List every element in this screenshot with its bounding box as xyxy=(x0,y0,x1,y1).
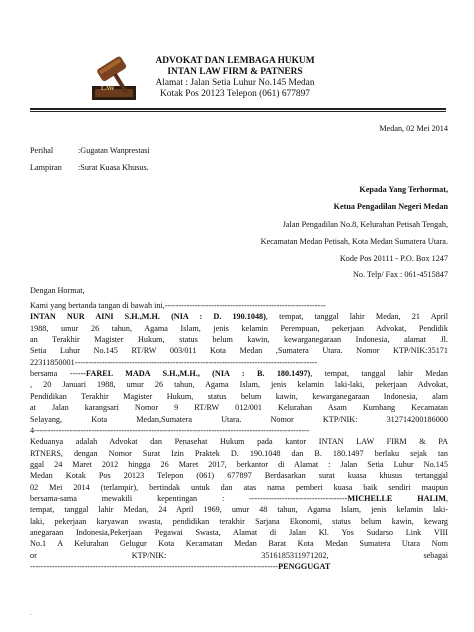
body-line xyxy=(30,528,448,538)
body-line xyxy=(30,505,448,515)
body-line xyxy=(30,346,448,356)
body-text: 4----------------------------------------------------------------------------------------------------- xyxy=(30,425,310,435)
body-text: 1988, umur 26 tahun, Agama Islam, jenis kelamin Perempuan, pekerjaan Advokat, Pendidik xyxy=(30,323,448,333)
body-line xyxy=(30,312,448,322)
body-line xyxy=(30,449,448,459)
body-text: 02 Mei 2014 (terlampir), bertindak untuk dan atas nama pemberi kuasa baik sendiri maupun xyxy=(30,482,448,492)
page-dot: . xyxy=(30,611,32,617)
body-text: Medan Kotak Pos 20123 Telepon (061) 677897 Berdasarkan surat kuasa khusus tertanggal xyxy=(30,471,448,481)
firm-address-line1: Alamat : Jalan Setia Luhur No.145 Medan xyxy=(155,78,315,88)
body-text: 22311850001----------------------------------------------------------------------------------------- xyxy=(30,357,318,367)
letter-date: Medan, 02 Mei 2014 xyxy=(379,124,448,133)
lampiran-value: :Surat Kuasa Khusus. xyxy=(78,163,149,172)
body-text: Setia Luhur No.145 RT/RW 003/011 Kota Medan ,Sumatera Utara. Nomor KTP/NIK:35171 xyxy=(30,346,448,356)
body-line xyxy=(30,517,448,527)
body-line xyxy=(30,426,448,436)
body-line xyxy=(30,460,448,470)
body-text: ------------------------------------------------------------------------------------------- xyxy=(30,562,279,572)
body-text: Keduanya adalah Advokat dan Penasehat Hukum pada kantor INTAN LAW FIRM & PA xyxy=(30,437,448,447)
firm-name-line1: ADVOKAT DAN LEMBAGA HUKUM xyxy=(155,56,315,66)
addressee-addr2: Kecamatan Medan Petisah, Kota Medan Sumatera Utara. xyxy=(260,237,448,246)
greeting: Dengan Hormat, xyxy=(30,286,85,295)
body-text: anegaraan Indonesia,Pekerjaan Pegawai Swasta, Alamat di Jalan Kl. Yos Sudarso Link VIII xyxy=(30,528,448,537)
body-bold-text: INTAN NUR AINI S.H.,M.H. (NIA : D. 190.1048) xyxy=(30,312,266,322)
body-text: , xyxy=(445,493,448,503)
letterhead-rule xyxy=(30,108,446,110)
addressee-addr3: Kode Pos 20111 - P.O. Box 1247 xyxy=(339,254,448,263)
body-text: bersama-sama mewakili kepentingan : ------------------------------------ xyxy=(30,493,348,503)
body-text: Pendidikan Terakhir Magister Hukum, status belum kawin, kewarganegaraan Indonesia, alam xyxy=(30,391,448,401)
body-text: ggal 24 Maret 2012 hingga 26 Maret 2017, berkantor di Alamat : Jalan Setia Luhur No.145 xyxy=(30,459,448,469)
perihal-label: Perihal xyxy=(30,146,54,155)
body-bold-text: MICHELLE HALIM xyxy=(347,493,446,503)
body-text: at Jalan karangsari Nomor 9 RT/RW 012/001 Kelurahan Asam Kumbang Kecamatan xyxy=(30,403,448,413)
body-text: , tempat, tanggal lahir Medan xyxy=(310,369,449,379)
body-line xyxy=(30,437,448,447)
body-text: an Terakhir Magister Hukum, status belum kawin, kewarganegaraan Indonesia, alamat Jl. xyxy=(30,335,448,345)
body-line xyxy=(30,483,448,493)
logo-label: LAW xyxy=(101,86,115,92)
body-line xyxy=(30,380,448,390)
body-line xyxy=(30,301,326,311)
body-text: RTNERS, dengan Nomor Surat Izin Praktek D. 190.1048 dan B. 180.1497 berlaku sejak tan xyxy=(30,448,448,458)
gavel-law-logo xyxy=(86,46,150,110)
addressee-addr1: Jalan Pengadilan No.8, Kelurahan Petisah Tengah, xyxy=(282,220,448,229)
body-text: or KTP/NIK: 3516185311971202, sebagai xyxy=(30,550,448,560)
body-bold-text: PENGGUGAT xyxy=(278,562,331,572)
body-text: , 20 Januari 1988, umur 26 tahun, Agama Islam, jenis kelamin laki-laki, pekerjaan Advokat, xyxy=(30,380,448,390)
perihal-value: :Gugatan Wanprestasi xyxy=(78,146,150,155)
body-line xyxy=(30,562,448,572)
body-line xyxy=(30,324,448,334)
firm-name-line2: INTAN LAW FIRM & PATNERS xyxy=(167,67,303,77)
body-line xyxy=(30,335,448,345)
body-line xyxy=(30,551,448,561)
body-line xyxy=(30,494,448,504)
firm-address-line2: Kotak Pos 20123 Telepon (061) 677897 xyxy=(160,89,310,99)
body-text: tempat, tanggal lahir Medan, 24 April 1969, umur 48 tahun, Agama Islam, jenis kelamin laki- xyxy=(30,505,448,515)
body-bold-text: FAREL MADA S.H.,M.H., (NIA : B. 180.1497) xyxy=(86,369,311,379)
addressee-addr4: No. Telp/ Fax : 061-4515847 xyxy=(352,270,448,279)
body-text: , tempat, tanggal lahir Medan, 21 April xyxy=(265,312,448,322)
body-line xyxy=(30,471,448,481)
body-text: laki, pekerjaan karyawan swasta, pendidikan terakhir Sarjana Ekonomi, status belum kawin, kewarg xyxy=(30,516,448,526)
addressee-line1: Kepada Yang Terhormat, xyxy=(359,185,448,194)
body-line xyxy=(30,369,448,379)
letterhead-rule-thin xyxy=(30,111,446,112)
body-text: Kami yang bertanda tangan di bawah ini,----------------------------------------------------------- xyxy=(30,301,326,310)
body-line xyxy=(30,403,448,413)
body-line xyxy=(30,539,448,549)
body-line xyxy=(30,392,448,402)
body-text: No.1 A Kelurahan Gelugur Kota Kecamatan Medan Barat Kota Medan Sumatera Utara Nom xyxy=(30,539,448,549)
body-text: Selayang, Kota Medan,Sumatera Utara. Nomor KTP/NIK: 312714200186000 xyxy=(30,414,448,424)
addressee-line2: Ketua Pengadilan Negeri Medan xyxy=(333,202,448,211)
body-text: bersama ------ xyxy=(30,369,87,379)
lampiran-label: Lampiran xyxy=(30,163,62,172)
body-line xyxy=(30,415,448,425)
body-line xyxy=(30,358,448,368)
